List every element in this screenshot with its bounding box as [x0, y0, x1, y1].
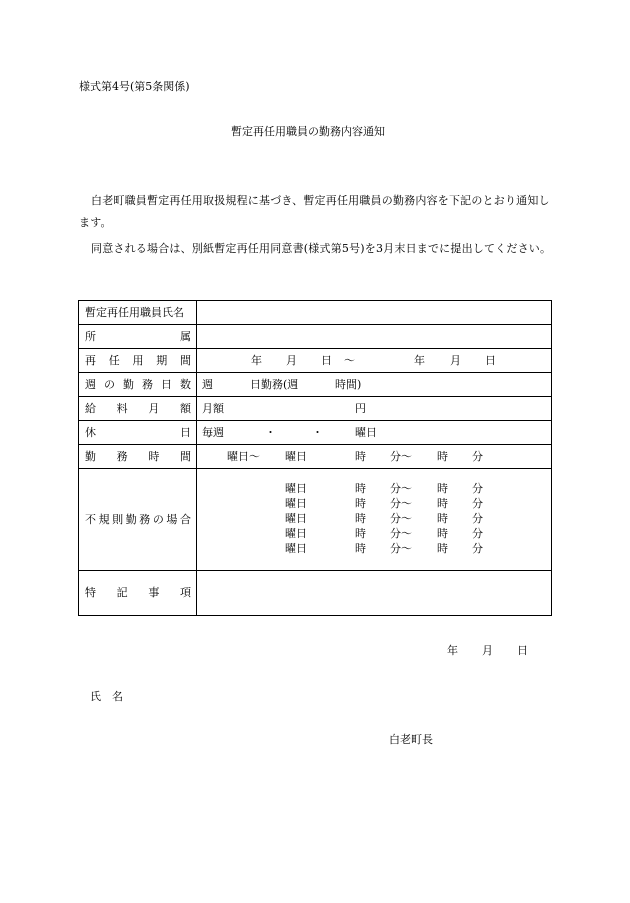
- row-divider: [79, 468, 551, 469]
- date-year: 年: [447, 644, 458, 657]
- label-irregular-work: 不 規 則 勤 務 の 場 合: [85, 513, 191, 526]
- row-divider: [79, 570, 551, 571]
- document-title: 暫定再任用職員の勤務内容通知: [231, 125, 385, 138]
- irregular-start-minute: 分〜: [390, 482, 412, 495]
- period-tilde: 〜: [344, 354, 355, 367]
- irregular-start-hour: 時: [355, 497, 366, 510]
- workdays-hours: 時間): [335, 378, 362, 391]
- row-divider: [79, 396, 551, 397]
- label-monthly-salary: 給 料 月 額: [85, 402, 191, 415]
- irregular-end-hour: 時: [437, 542, 448, 555]
- label-department: 所 属: [85, 330, 191, 343]
- irregular-day: 曜日: [285, 482, 307, 495]
- date-day: 日: [517, 644, 528, 657]
- holiday-separator: ・: [312, 426, 323, 439]
- irregular-start-minute: 分〜: [390, 497, 412, 510]
- irregular-day: 曜日: [285, 542, 307, 555]
- hours-end-hour: 時: [437, 450, 448, 463]
- label-weekly-workdays: 週 の 勤 務 日 数: [85, 378, 191, 391]
- row-divider: [79, 420, 551, 421]
- body-paragraph-2: 同意される場合は、別紙暫定再任用同意書(様式第5号)を3月末日までに提出してください。: [91, 242, 552, 255]
- label-reappointment-period: 再 任 用 期 間: [85, 354, 191, 367]
- hours-start-hour: 時: [355, 450, 366, 463]
- irregular-end-minute: 分: [472, 497, 483, 510]
- irregular-day: 曜日: [285, 512, 307, 525]
- form-number: 様式第4号(第5条関係): [79, 80, 190, 93]
- irregular-day: 曜日: [285, 527, 307, 540]
- holiday-every-week: 毎週: [202, 426, 224, 439]
- period-start-month: 月: [286, 354, 297, 367]
- period-end-day: 日: [485, 354, 496, 367]
- notice-table: [78, 300, 552, 616]
- hours-day-from: 曜日〜: [227, 450, 260, 463]
- holiday-weekday: 曜日: [355, 426, 377, 439]
- label-holidays: 休 日: [85, 426, 191, 439]
- period-end-month: 月: [450, 354, 461, 367]
- holiday-separator: ・: [265, 426, 276, 439]
- irregular-end-hour: 時: [437, 497, 448, 510]
- row-divider: [79, 372, 551, 373]
- irregular-end-minute: 分: [472, 482, 483, 495]
- period-start-year: 年: [251, 354, 262, 367]
- row-divider: [79, 324, 551, 325]
- salary-yen: 円: [355, 402, 366, 415]
- irregular-end-hour: 時: [437, 527, 448, 540]
- irregular-end-minute: 分: [472, 512, 483, 525]
- irregular-start-hour: 時: [355, 527, 366, 540]
- period-start-day: 日: [321, 354, 332, 367]
- irregular-end-minute: 分: [472, 527, 483, 540]
- date-month: 月: [482, 644, 493, 657]
- hours-start-minute: 分〜: [390, 450, 412, 463]
- body-paragraph-1: 白老町職員暫定再任用取扱規程に基づき、暫定再任用職員の勤務内容を下記のとおり通知します。: [79, 194, 550, 229]
- row-divider: [79, 348, 551, 349]
- name-label: 氏 名: [90, 690, 123, 703]
- irregular-start-minute: 分〜: [390, 542, 412, 555]
- irregular-end-hour: 時: [437, 512, 448, 525]
- irregular-start-hour: 時: [355, 542, 366, 555]
- salary-monthly: 月額: [202, 402, 224, 415]
- label-employee-name: 暫定再任用職員氏名: [85, 306, 184, 319]
- row-divider: [79, 444, 551, 445]
- irregular-start-minute: 分〜: [390, 527, 412, 540]
- hours-day-to: 曜日: [285, 450, 307, 463]
- hours-end-minute: 分: [472, 450, 483, 463]
- irregular-end-hour: 時: [437, 482, 448, 495]
- irregular-day: 曜日: [285, 497, 307, 510]
- issuer: 白老町長: [389, 733, 433, 746]
- workdays-days: 日勤務(週: [250, 378, 299, 391]
- label-special-notes: 特 記 事 項: [85, 586, 191, 599]
- irregular-end-minute: 分: [472, 542, 483, 555]
- workdays-week: 週: [202, 378, 213, 391]
- irregular-start-hour: 時: [355, 482, 366, 495]
- irregular-start-minute: 分〜: [390, 512, 412, 525]
- period-end-year: 年: [414, 354, 425, 367]
- label-working-hours: 勤 務 時 間: [85, 450, 191, 463]
- irregular-start-hour: 時: [355, 512, 366, 525]
